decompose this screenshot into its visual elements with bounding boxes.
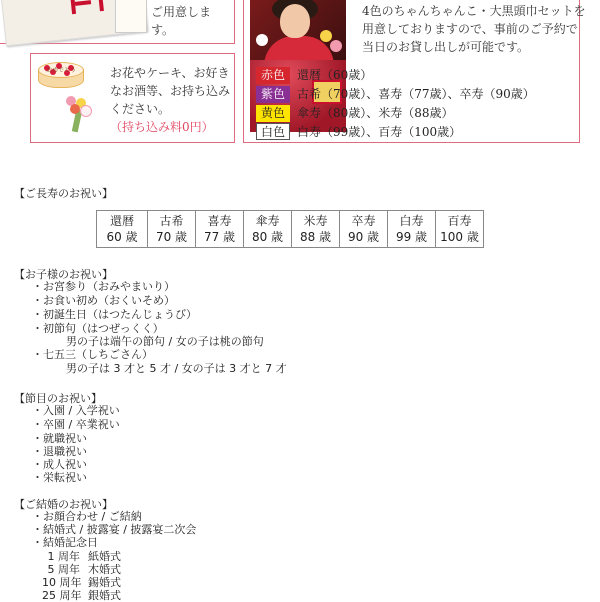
longevity-cell: 喜寿 77 歳 <box>196 211 244 248</box>
list-item: ・入園 / 入学祝い <box>32 404 120 417</box>
noshi-envelope-image <box>115 0 147 33</box>
longevity-cell: 米寿 88 歳 <box>292 211 340 248</box>
longevity-cell: 傘寿 80 歳 <box>244 211 292 248</box>
list-item: ・初誕生日（はつたんじょうび） <box>32 308 197 321</box>
color-row-red: 赤色 還暦（60歳） <box>256 66 372 84</box>
list-item-note: 男の子は 3 才と 5 才 / 女の子は 3 才と 7 才 <box>66 362 287 375</box>
list-item: ・就職祝い <box>32 432 87 445</box>
bring-in-fee: （持ち込み料0円） <box>110 120 214 134</box>
color-chip-purple: 紫色 <box>256 86 290 103</box>
longevity-cell: 還暦 60 歳 <box>97 211 148 248</box>
list-item: ・結婚式 / 披露宴 / 披露宴二次会 <box>32 523 197 536</box>
list-item: ・お顔合わせ / ご結納 <box>32 510 142 523</box>
chanchanko-text: 4色のちゃんちゃんこ・大黒頭巾セットを 用意しておりますので、事前のご予約で 当日のお貸し出しが可能です。 <box>362 4 586 54</box>
longevity-cell: 卒寿 90 歳 <box>340 211 388 248</box>
color-chip-yellow: 黄色 <box>256 105 290 122</box>
noshi-text-line2: ご用意します。 <box>151 5 212 37</box>
list-item: ・成人祝い <box>32 458 87 471</box>
list-item: ・初節句（はつぜっくく） <box>32 322 164 335</box>
anniversary-year: 5 周年 <box>47 563 80 576</box>
anniversary-name: 錫婚式 <box>88 576 121 589</box>
list-item: ・結婚記念日 <box>32 536 98 549</box>
list-item: ・退職祝い <box>32 445 87 458</box>
anniversary-year: 1 周年 <box>47 550 80 563</box>
color-row-yellow: 黄色 傘寿（80歳）、米寿（88歳） <box>256 104 454 122</box>
anniversary-name: 木婚式 <box>88 563 121 576</box>
longevity-cell: 白寿 99 歳 <box>388 211 436 248</box>
bouquet-image <box>62 96 92 132</box>
children-title: 【お子様のお祝い】 <box>14 268 113 281</box>
milestones-title: 【節目のお祝い】 <box>14 392 102 405</box>
anniversary-name: 銀婚式 <box>88 589 121 602</box>
longevity-title: 【ご長寿のお祝い】 <box>14 187 113 200</box>
list-item: ・七五三（しちごさん） <box>32 348 153 361</box>
color-chip-white: 白色 <box>256 123 290 140</box>
anniversary-year: 25 周年 <box>42 589 82 602</box>
bring-in-text: お花やケーキ、お好き なお酒等、お持ち込み ください。 （持ち込み料0円） <box>110 66 231 134</box>
list-item-note: 男の子は端午の節句 / 女の子は桃の節句 <box>66 335 264 348</box>
anniversary-name: 紙婚式 <box>88 550 121 563</box>
color-row-white: 白色 白寿（99歳）、百寿（100歳） <box>256 123 461 141</box>
list-item: ・栄転祝い <box>32 471 87 484</box>
color-row-purple: 紫色 古希（70歳）、喜寿（77歳）、卒寿（90歳） <box>256 85 535 103</box>
list-item: ・お宮参り（おみやまいり） <box>32 280 175 293</box>
longevity-cell: 百寿 100 歳 <box>436 211 484 248</box>
noshi-card <box>0 0 235 44</box>
celebration-photo <box>250 0 346 60</box>
longevity-table <box>96 210 484 248</box>
longevity-cell: 古希 70 歳 <box>148 211 196 248</box>
list-item: ・卒園 / 卒業祝い <box>32 418 120 431</box>
wedding-title: 【ご結婚のお祝い】 <box>14 498 113 511</box>
anniversary-year: 10 周年 <box>42 576 82 589</box>
list-item: ・お食い初め（おくいそめ） <box>32 294 175 307</box>
cake-label: おめでとう <box>46 67 77 74</box>
color-chip-red: 赤色 <box>256 67 290 84</box>
